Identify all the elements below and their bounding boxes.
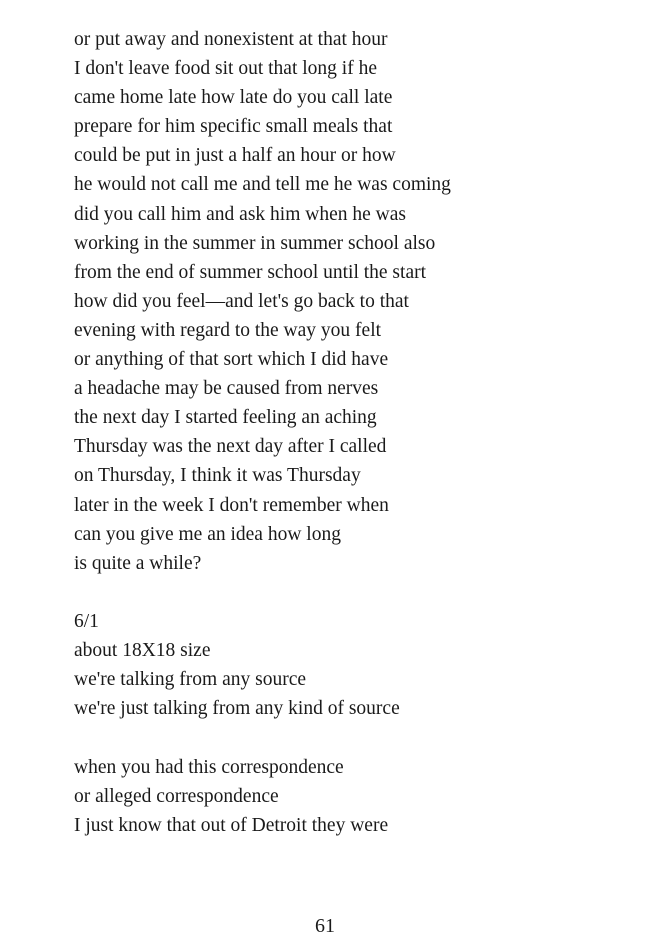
text-line: came home late how late do you call late: [74, 87, 393, 109]
text-line: 6/1: [74, 611, 99, 632]
text-line: can you give me an idea how long: [74, 523, 341, 545]
text-line: how did you feel—and let's go back to that: [74, 290, 409, 312]
text-line: a headache may be caused from nerves: [74, 378, 379, 400]
text-line: he would not call me and tell me he was coming: [74, 174, 451, 196]
text-line: evening with regard to the way you felt: [74, 319, 382, 341]
text-line: or put away and nonexistent at that hour: [74, 29, 388, 50]
stanza: [74, 607, 400, 723]
text-line: about 18X18 size: [74, 640, 211, 662]
stanza: [74, 25, 451, 578]
text-line: later in the week I don't remember when: [74, 494, 389, 516]
text-line: we're just talking from any kind of source: [74, 698, 400, 720]
text-line: or anything of that sort which I did have: [74, 349, 389, 371]
text-line: from the end of summer school until the start: [74, 261, 427, 283]
page-number: 61: [315, 915, 335, 937]
text-line: on Thursday, I think it was Thursday: [74, 465, 361, 487]
text-line: I don't leave food sit out that long if he: [74, 58, 377, 80]
text-line: could be put in just a half an hour or how: [74, 145, 396, 167]
text-line: Thursday was the next day after I called: [74, 436, 387, 458]
text-line: we're talking from any source: [74, 669, 307, 691]
stanza: [74, 753, 388, 840]
text-line: prepare for him specific small meals that: [74, 116, 393, 138]
text-line: working in the summer in summer school also: [74, 232, 436, 254]
text-line: I just know that out of Detroit they were: [74, 815, 389, 837]
text-line: did you call him and ask him when he was: [74, 203, 406, 225]
text-line: the next day I started feeling an aching: [74, 407, 377, 429]
text-line: or alleged correspondence: [74, 786, 279, 808]
text-line: is quite a while?: [74, 552, 202, 574]
text-line: when you had this correspondence: [74, 757, 344, 778]
